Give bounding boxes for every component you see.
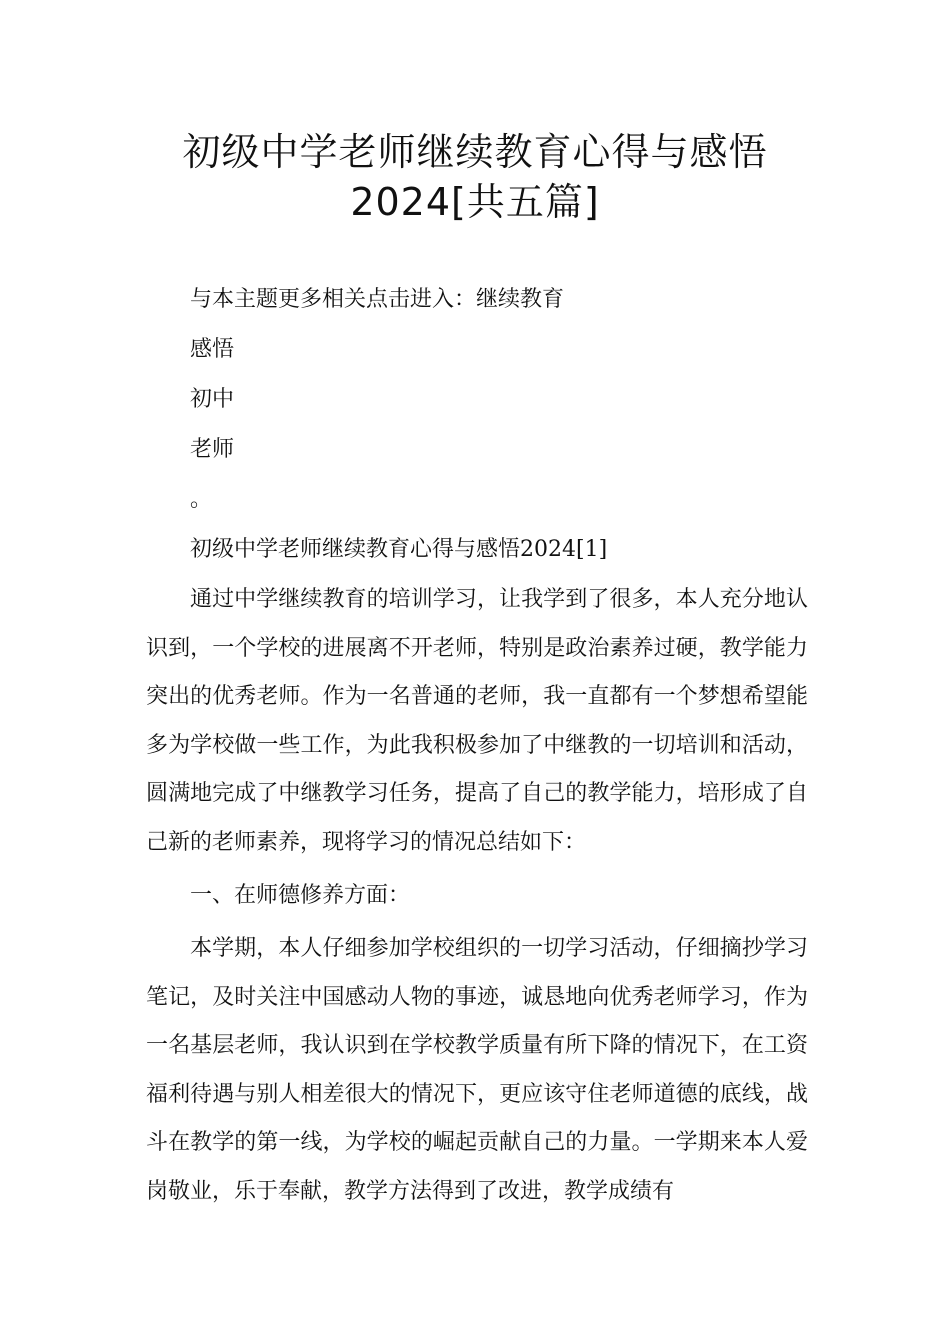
body-paragraph: 本学期，本人仔细参加学校组织的一切学习活动，仔细摘抄学习笔记，及时关注中国感动人物的事迹，诚恳地向优秀老师学习，作为一名基层老师，我认识到在学校教学质量有所下降的情况下，在工资福利待遇与别人相差很大的情况下，更应该守住老师道德的底线，战斗在教学的第一线，为学校的崛起贡献自己的力量。一学期来本人爱岗敬业，乐于奉献，教学方法得到了改进，教学成绩有	[146, 936, 808, 1204]
document-title-line-2: 2024[共五篇]	[350, 180, 600, 224]
tag-item[interactable]: 感悟	[190, 337, 235, 362]
related-topics-link[interactable]: 与本主题更多相关点击进入：继续教育	[190, 287, 565, 312]
tag-item[interactable]: 老师	[190, 437, 235, 462]
subheading: 一、在师德修养方面：	[190, 883, 411, 908]
body-paragraph-1-block	[146, 576, 808, 868]
tag-item[interactable]: 初中	[190, 387, 235, 412]
section-title: 初级中学老师继续教育心得与感悟2024[1]	[190, 537, 608, 562]
document-title-line-1: 初级中学老师继续教育心得与感悟	[182, 130, 768, 174]
body-paragraph-2-block	[146, 925, 808, 1217]
tag-terminator: 。	[190, 487, 213, 512]
body-paragraph: 通过中学继续教育的培训学习，让我学到了很多，本人充分地认识到，一个学校的进展离不开老师，特别是政治素养过硬，教学能力突出的优秀老师。作为一名普通的老师，我一直都有一个梦想希望能多为学校做一些工作，为此我积极参加了中继教的一切培训和活动，圆满地完成了中继教学习任务，提高了自己的教学能力，培形成了自己新的老师素养，现将学习的情况总结如下：	[146, 587, 808, 855]
